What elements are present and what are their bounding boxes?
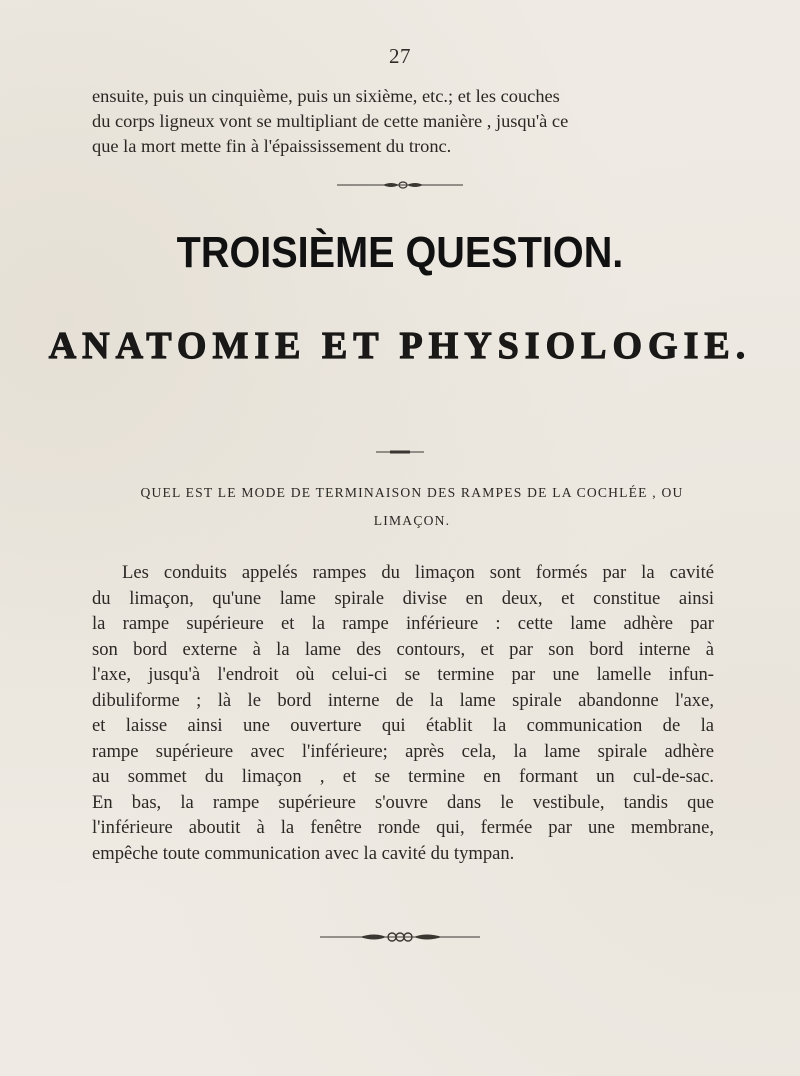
top-rule-ornament xyxy=(0,180,800,190)
body-line: En bas, la rampe supérieure s'ouvre dans le vestibule, tandis que xyxy=(92,791,714,813)
body-line: au sommet du limaçon , et se termine en formant un cul-de-sac. xyxy=(92,766,714,787)
intro-line: ensuite, puis un cinquième, puis un sixième, etc.; et les couches xyxy=(92,86,560,106)
intro-paragraph xyxy=(92,84,714,159)
body-line: Les conduits appelés rampes du limaçon sont formés par la cavité xyxy=(122,562,714,583)
answer-paragraph xyxy=(92,560,714,866)
bottom-rule-ornament xyxy=(0,930,800,944)
rule-ornament-icon xyxy=(337,180,463,190)
section-title: TROISIÈME QUESTION. xyxy=(176,228,624,277)
page-number: 27 xyxy=(389,44,411,68)
intro-line: que la mort mette fin à l'épaississement du tronc. xyxy=(92,136,452,156)
question-line: QUEL EST LE MODE DE TERMINAISON DES RAMPES DE LA COCHLÉE , OU xyxy=(140,485,684,500)
body-line: l'axe, jusqu'à l'endroit où celui-ci se termine par une lamelle infun- xyxy=(92,664,714,685)
question-heading xyxy=(102,479,722,535)
rule-ornament-icon xyxy=(320,930,480,944)
body-line: son bord externe à la lame des contours, et par son bord interne à xyxy=(92,638,714,660)
rule-ornament-icon xyxy=(376,449,424,455)
body-line: l'inférieure aboutit à la fenêtre ronde qui, fermée par une membrane, xyxy=(92,817,714,838)
body-line: du limaçon, qu'une lame spirale divise en deux, et constitue ainsi xyxy=(92,587,714,609)
question-line: LIMAÇON. xyxy=(373,513,451,528)
body-line: dibuliforme ; là le bord interne de la lame spirale abandonne l'axe, xyxy=(92,689,714,711)
body-line: la rampe supérieure et la rampe inférieure : cette lame adhère par xyxy=(92,613,714,634)
body-line: rampe supérieure avec l'inférieure; après cela, la lame spirale adhère xyxy=(92,740,714,762)
mid-rule-ornament xyxy=(0,449,800,455)
body-line: et laisse ainsi une ouverture qui établit la communication de la xyxy=(92,715,714,736)
intro-line: du corps ligneux vont se multipliant de cette manière , jusqu'à ce xyxy=(92,111,569,131)
section-subtitle: ANATOMIE ET PHYSIOLOGIE. xyxy=(48,325,752,367)
body-line: empêche toute communication avec la cavité du tympan. xyxy=(92,842,515,864)
